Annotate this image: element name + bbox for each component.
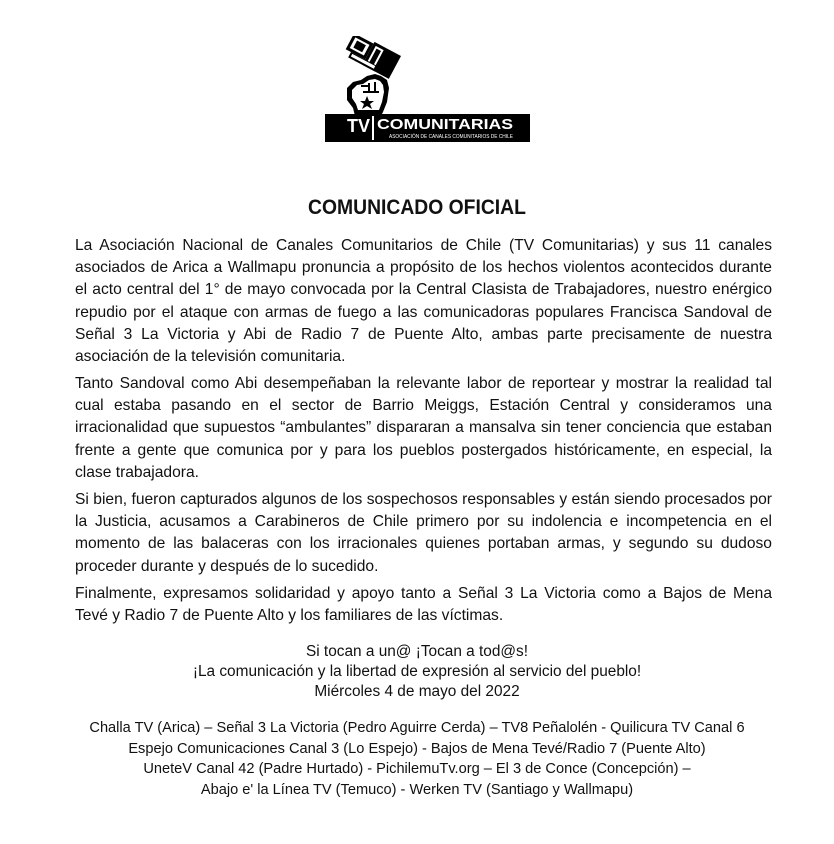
date-line: Miércoles 4 de mayo del 2022: [314, 683, 520, 700]
paragraph-1: La Asociación Nacional de Canales Comunitarios de Chile (TV Comunitarias) y sus 11 canales asociados de Arica a Wallmapu pronuncia a propósito de los hechos violentos acontecidos durante el acto central del 1° de mayo convocada por la Central Clasista de Trabajadores, nuestro enérgico repudio por el ataque con armas de fuego a las comunicadoras populares Francisca Sandoval de Señal 3 La Victoria y Abi de Radio 7 de Puente Alto, ambas parte precisamente de nuestra asociación de la televisión comunitaria.: [75, 237, 772, 366]
fist-holding-camera-icon: [325, 36, 530, 142]
camera-icon: [343, 36, 401, 79]
paragraph-3: Si bien, fueron capturados algunos de los sospechosos responsables y están siendo procesados por la Justicia, acusamos a Carabineros de Chile primero por su indolencia e incompetencia en el momento de las balaceras con los irracionales quienes portaban armas, y segundo su dudoso proceder durante y después de lo sucedido.: [75, 491, 772, 575]
tv-comunitarias-logo: [325, 36, 530, 142]
member-channels-list: [0, 718, 834, 800]
channels-line: Espejo Comunicaciones Canal 3 (Lo Espejo) - Bajos de Mena Tevé/Radio 7 (Puente Alto): [128, 740, 706, 757]
slogan-line: ¡La comunicación y la libertad de expresión al servicio del pueblo!: [192, 663, 642, 680]
channels-line: Challa TV (Arica) – Señal 3 La Victoria (Pedro Aguirre Cerda) – TV8 Peñalolén - Quilicura TV Canal 6: [89, 720, 745, 736]
page-title: COMUNICADO OFICIAL: [308, 196, 526, 219]
logo-tv-text: TV: [347, 116, 371, 136]
logo-brand-text: COMUNITARIAS: [377, 116, 513, 133]
paragraph-2: Tanto Sandoval como Abi desempeñaban la relevante labor de reportear y mostrar la realidad tal cual estaba pasando en el sector de Barrio Meiggs, Estación Central y consideramos una irracionalidad que supuestos “ambulantes” dispararan a mansalva sin tener conciencia que estaban frente a gente que comunica por y para los pueblos postergados históricamente, en especial, la clase trabajadora.: [75, 375, 772, 481]
slogan-line: Si tocan a un@ ¡Tocan a tod@s!: [305, 643, 529, 660]
closing-slogans: [0, 642, 834, 702]
logo-tagline-text: ASOCIACIÓN DE CANALES COMUNITARIOS DE CHILE: [389, 134, 518, 140]
paragraph-4: Finalmente, expresamos solidaridad y apoyo tanto a Señal 3 La Victoria como a Bajos de Mena Tevé y Radio 7 de Puente Alto y los familiares de las víctimas.: [75, 585, 772, 625]
channels-line: Abajo e' la Línea TV (Temuco) - Werken TV (Santiago y Wallmapu): [200, 781, 634, 798]
channels-line: UneteV Canal 42 (Padre Hurtado) - PichilemuTv.org – El 3 de Conce (Concepción) –: [143, 761, 691, 777]
